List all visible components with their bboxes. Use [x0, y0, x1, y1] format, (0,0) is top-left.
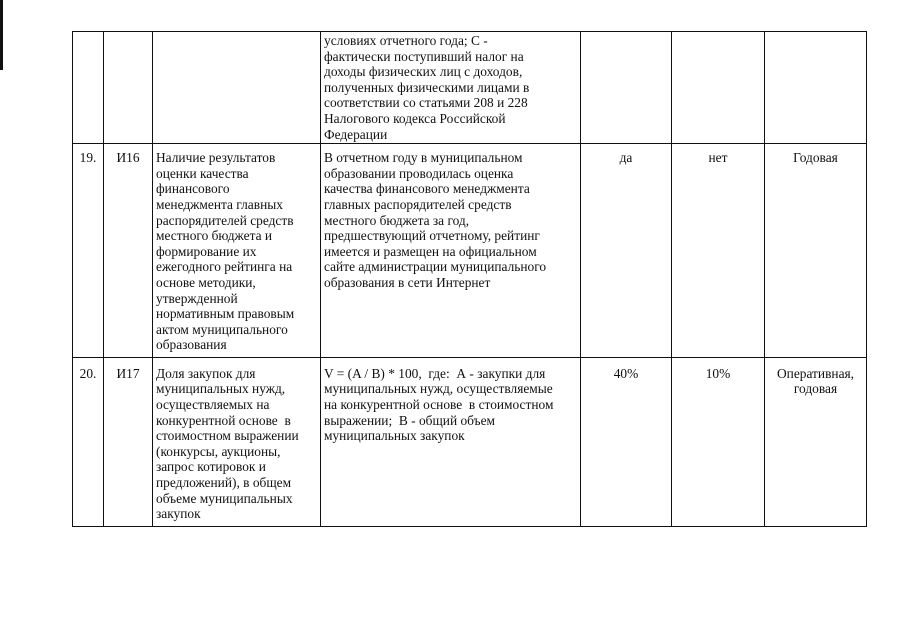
text-line: стоимостном выражении — [156, 428, 299, 444]
table-row — [73, 144, 867, 358]
text-line: на конкурентной основе в стоимостном — [324, 397, 554, 413]
text-line: нормативным правовым — [156, 306, 295, 322]
target-value-cell: да — [581, 144, 672, 358]
text-line: основе методики, — [156, 274, 256, 290]
text-line: муниципальных закупок — [324, 428, 465, 444]
text-line: предшествующий отчетному, рейтинг — [324, 228, 540, 244]
table-row — [73, 357, 867, 526]
periodicity-cell — [765, 32, 867, 144]
text-line: выражении; В - общий объем — [324, 412, 495, 428]
text-line: фактически поступивший налог на — [324, 48, 524, 64]
periodicity-cell — [765, 144, 867, 358]
text-line: ежегодного рейтинга на — [156, 259, 293, 275]
text-line: формирование их — [156, 243, 257, 259]
text-line: местного бюджета и — [156, 228, 273, 244]
text-line: условиях отчетного года; С - — [324, 33, 488, 48]
text-line: Наличие результатов — [156, 150, 276, 166]
text-line: муниципальных нужд, осуществляемые — [324, 381, 553, 397]
target-value-cell: 40% — [581, 357, 672, 526]
text-line: главных распорядителей средств — [324, 196, 512, 212]
text-line: оценки качества — [156, 165, 249, 181]
text-line: закупок — [156, 506, 201, 522]
indicator-name-cell — [153, 357, 321, 526]
threshold-value-cell: 10% — [672, 357, 765, 526]
calculation-method-cell — [321, 144, 581, 358]
threshold-value-cell: нет — [672, 144, 765, 358]
text-line: образовании проводилась оценка — [324, 165, 514, 181]
text-line: распорядителей средств — [156, 212, 294, 228]
text-line: Федерации — [324, 126, 388, 142]
text-line: местного бюджета за год, — [324, 212, 470, 228]
text-line: доходы физических лиц с доходов, — [324, 64, 523, 80]
text-line: образования — [156, 337, 227, 353]
threshold-value-cell — [672, 32, 765, 144]
text-line: Доля закупок для — [156, 365, 256, 381]
text-line: Оперативная, — [776, 365, 855, 381]
text-line: V = (A / B) * 100, где: А - закупки для — [324, 365, 546, 381]
text-line: Годовая — [793, 150, 838, 166]
text-line: соответствии со статьями 208 и 228 — [324, 95, 528, 111]
indicator-code-cell: И16 — [104, 144, 153, 358]
row-number-cell: 19. — [73, 144, 104, 358]
text-line: объеме муниципальных — [156, 490, 293, 506]
text-line: имеется и размещен на официальном — [324, 243, 537, 259]
indicator-name-cell — [153, 32, 321, 144]
text-line: образования в сети Интернет — [324, 274, 491, 290]
periodicity-cell — [765, 357, 867, 526]
page-edge-rule — [0, 0, 3, 70]
text-line: утвержденной — [156, 290, 238, 306]
text-line: финансового — [156, 181, 230, 197]
table-row — [73, 32, 867, 144]
text-line: конкурентной основе в — [156, 412, 291, 428]
text-line: предложений), в общем — [156, 475, 292, 491]
text-line: Налогового кодекса Российской — [324, 110, 506, 126]
row-number-cell: 20. — [73, 357, 104, 526]
indicator-code-cell — [104, 32, 153, 144]
calculation-method-cell — [321, 32, 581, 144]
text-line: В отчетном году в муниципальном — [324, 150, 523, 166]
indicators-table — [72, 31, 867, 527]
text-line: запрос котировок и — [156, 459, 266, 475]
row-number-cell — [73, 32, 104, 144]
calculation-method-cell — [321, 357, 581, 526]
target-value-cell — [581, 32, 672, 144]
text-line: менеджмента главных — [156, 196, 283, 212]
text-line: полученных физическими лицами в — [324, 79, 530, 95]
text-line: актом муниципального — [156, 321, 288, 337]
text-line: (конкурсы, аукционы, — [156, 443, 281, 459]
text-line: сайте администрации муниципального — [324, 259, 547, 275]
text-line: муниципальных нужд, — [156, 381, 286, 397]
text-line: годовая — [793, 381, 838, 397]
text-line: осуществляемых на — [156, 397, 270, 413]
indicator-code-cell: И17 — [104, 357, 153, 526]
text-line: качества финансового менеджмента — [324, 181, 530, 197]
indicator-name-cell — [153, 144, 321, 358]
